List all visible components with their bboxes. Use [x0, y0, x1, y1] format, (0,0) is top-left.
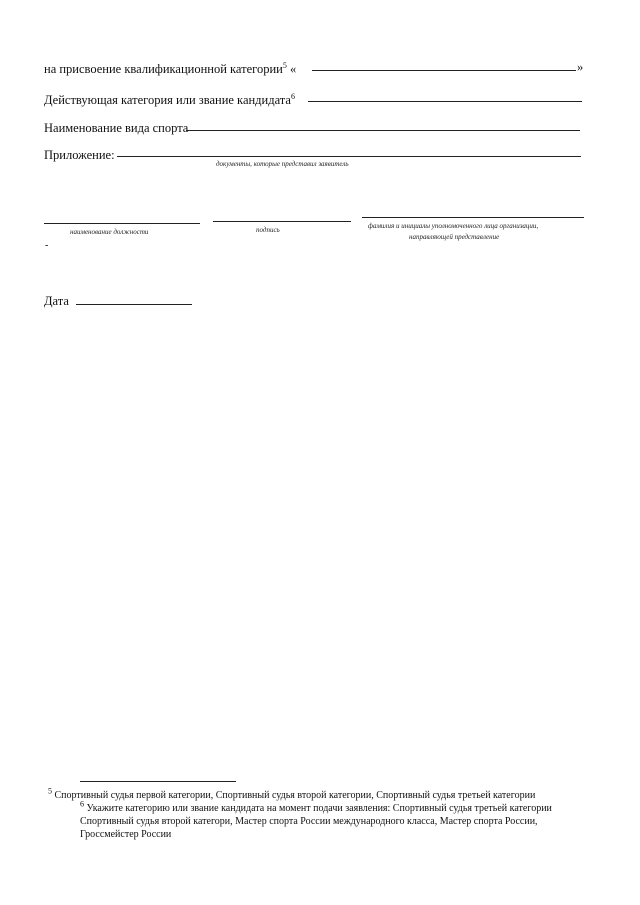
position-caption: наименование должности [70, 228, 149, 236]
name-field[interactable] [362, 217, 584, 218]
attachment-caption: документы, которые представил заявитель [216, 160, 349, 168]
footnote-6-line1: $^6$ Укажите категорию или звание кандидата на момент подачи заявления: Спортивный судья третьей категории [80, 799, 552, 814]
footnote-ref-6: 6 [290, 91, 295, 101]
dash-mark: - [45, 240, 49, 251]
qualification-category-label: на присвоение квалификационной категории$^5$ « [44, 60, 297, 76]
current-category-label: Действующая категория или звание кандидата$^6$ [44, 91, 295, 107]
current-category-field[interactable] [308, 101, 582, 102]
position-field[interactable] [44, 223, 200, 224]
close-quote: » [577, 60, 584, 74]
date-label: Дата [44, 294, 69, 308]
footnote-6-line3: Гроссмейстер России [80, 829, 172, 840]
footnote-6-line2: Спортивный судья второй категори, Мастер спорта России международного класса, Мастер спорта России, [80, 816, 538, 827]
open-quote: « [290, 62, 297, 76]
footnote-separator [80, 781, 236, 782]
footnote-5: $^5$ Спортивный судья первой категории, Спортивный судья второй категории, Спортивный судья третьей категории [48, 786, 536, 801]
signature-field[interactable] [213, 221, 351, 222]
footnote-ref-5: 5 [282, 60, 287, 70]
sport-name-label: Наименование вида спорта [44, 121, 189, 135]
qualification-category-field[interactable] [312, 70, 576, 71]
signature-caption: подпись [256, 226, 280, 234]
date-field[interactable] [76, 304, 192, 305]
attachment-label: Приложение: [44, 148, 115, 162]
name-caption-line2: направляющей представление [409, 233, 500, 241]
sport-name-field[interactable] [186, 130, 580, 131]
attachment-field[interactable] [117, 156, 581, 157]
name-caption-line1: фамилия и инициалы уполномоченного лица организации, [368, 222, 539, 230]
